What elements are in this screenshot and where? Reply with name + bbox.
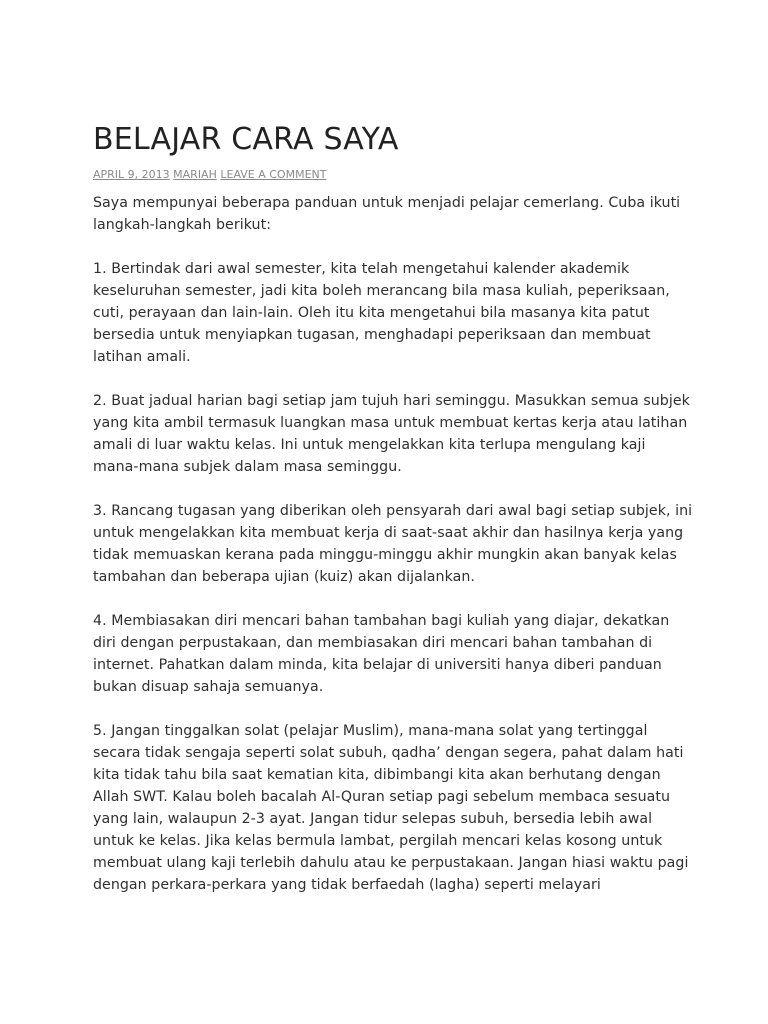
post-title: BELAJAR CARA SAYA bbox=[93, 122, 399, 157]
post-content bbox=[93, 192, 693, 896]
tip-paragraph-4: 4. Membiasakan diri mencari bahan tambahan bagi kuliah yang diajar, dekatkan diri dengan perpustakaan, dan membiasakan diri mencari bahan tambahan di internet. Pahatkan dalam minda, kita belajar di universiti hanya diberi panduan bukan disuap sahaja semuanya. bbox=[93, 613, 670, 695]
tip-paragraph-1: 1. Bertindak dari awal semester, kita telah mengetahui kalender akademik keseluruhan semester, jadi kita boleh merancang bila masa kuliah, peperiksaan, cuti, perayaan dan lain-lain. Oleh itu kita mengetahui bila masanya kita patut bersedia untuk menyiapkan tugasan, menghadapi peperiksaan dan membuat latihan amali. bbox=[93, 261, 670, 365]
blog-post bbox=[93, 118, 693, 918]
post-author-link[interactable]: MARIAH bbox=[173, 168, 217, 181]
tip-paragraph-5: 5. Jangan tinggalkan solat (pelajar Muslim), mana-mana solat yang tertinggal secara tidak sengaja seperti solat subuh, qadha’ dengan segera, pahat dalam hati kita tidak tahu bila saat kematian kita, dibimbangi kita akan berhutang dengan Allah SWT. Kalau boleh bacalah Al-Quran setiap pagi sebelum membaca sesuatu yang lain, walaupun 2-3 ayat. Jangan tidur selepas subuh, bersedia lebih awal untuk ke kelas. Jika kelas bermula lambat, pergilah mencari kelas kosong untuk membuat ulang kaji terlebih dahulu atau ke perpustakaan. Jangan hiasi waktu pagi dengan perkara-perkara yang tidak berfaedah (lagha) seperti melayari bbox=[93, 723, 689, 893]
leave-comment-link[interactable]: LEAVE A COMMENT bbox=[220, 168, 327, 181]
tip-paragraph-2: 2. Buat jadual harian bagi setiap jam tujuh hari seminggu. Masukkan semua subjek yang kita ambil termasuk luangkan masa untuk membuat kertas kerja atau latihan amali di luar waktu kelas. Ini untuk mengelakkan kita terlupa mengulang kaji mana-mana subjek dalam masa seminggu. bbox=[93, 393, 690, 475]
post-date-link[interactable]: APRIL 9, 2013 bbox=[93, 168, 170, 181]
tip-paragraph-3: 3. Rancang tugasan yang diberikan oleh pensyarah dari awal bagi setiap subjek, ini untuk mengelakkan kita membuat kerja di saat-saat akhir dan hasilnya kerja yang tidak memuaskan kerana pada minggu-minggu akhir mungkin akan banyak kelas tambahan dan beberapa ujian (kuiz) akan dijalankan. bbox=[93, 503, 693, 585]
intro-paragraph: Saya mempunyai beberapa panduan untuk menjadi pelajar cemerlang. Cuba ikuti langkah-langkah berikut: bbox=[93, 195, 681, 233]
post-meta bbox=[93, 168, 693, 182]
